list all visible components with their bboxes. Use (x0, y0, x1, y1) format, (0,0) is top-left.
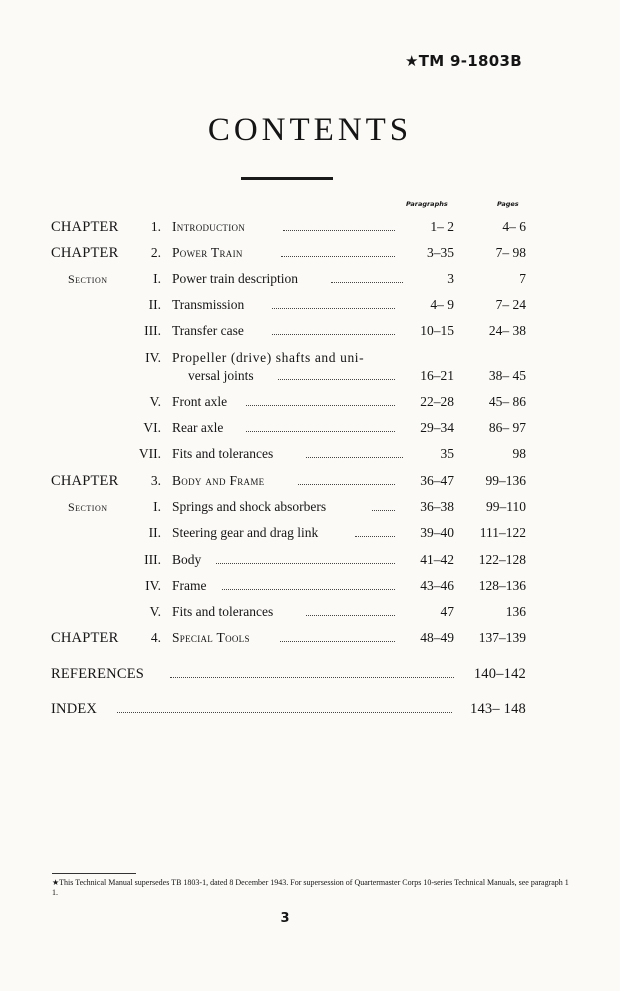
row-title: Rear axle (172, 420, 224, 435)
row-number: 4. (150, 630, 161, 645)
row-title: Power Train (172, 245, 243, 260)
page-number: 3 (280, 911, 290, 926)
row-paragraphs: 3–35 (427, 245, 454, 260)
row-title: Frame (172, 578, 207, 593)
row-number: III. (144, 552, 161, 567)
row-pages: 128–136 (478, 578, 526, 593)
row-pages: 45– 86 (488, 394, 526, 409)
dot-leader (246, 420, 395, 432)
row-pages: 7 (519, 271, 526, 286)
row-title: Steering gear and drag link (172, 525, 319, 540)
row-paragraphs: 36–47 (420, 473, 454, 488)
row-number: II. (148, 297, 161, 312)
dot-leader (278, 368, 395, 380)
row-number: II. (148, 525, 161, 540)
row-paragraphs: 47 (440, 604, 454, 619)
row-pages: 140–142 (473, 666, 526, 682)
row-pages: 38– 45 (488, 368, 526, 383)
row-pages: 24– 38 (488, 323, 526, 338)
row-pages: 7– 98 (495, 245, 526, 260)
row-title: Transfer case (172, 323, 244, 338)
row-prefix: Section (68, 272, 108, 286)
row-number: I. (153, 271, 161, 286)
title-rule (241, 177, 333, 180)
row-pages: 98 (512, 446, 526, 461)
row-pages: 143– 148 (470, 701, 526, 717)
pages-column-header: Pages (497, 200, 519, 208)
row-paragraphs: 36–38 (420, 499, 454, 514)
row-paragraphs: 43–46 (420, 578, 454, 593)
row-pages: 137–139 (478, 630, 526, 645)
footnote: ★This Technical Manual supersedes TB 1803-1, dated 8 December 1943. For supersession of Quartermaster Corps 10-series Technical Manuals, see paragraph 1 1. (52, 878, 569, 897)
row-paragraphs: 1– 2 (430, 219, 454, 234)
dot-leader (216, 552, 395, 564)
row-number: 3. (150, 473, 161, 488)
dot-leader (117, 701, 452, 713)
row-title: Springs and shock absorbers (172, 499, 327, 514)
footnote-rule (52, 873, 136, 874)
row-paragraphs: 16–21 (420, 368, 454, 383)
row-prefix: CHAPTER (51, 245, 119, 261)
dot-leader (170, 666, 454, 678)
dot-leader (372, 499, 395, 511)
dot-leader (246, 394, 395, 406)
row-number: 1. (150, 219, 161, 234)
row-title: Transmission (172, 297, 245, 312)
row-pages: 99–136 (485, 473, 526, 488)
row-number: IV. (145, 578, 161, 593)
row-pages: 111–122 (479, 525, 526, 540)
row-pages: 99–110 (486, 499, 526, 514)
dot-leader (272, 297, 395, 309)
dot-leader (272, 323, 395, 335)
row-number: III. (144, 323, 161, 338)
row-number: V. (149, 604, 161, 619)
row-number: VI. (143, 420, 161, 435)
row-paragraphs: 39–40 (420, 525, 454, 540)
dot-leader (222, 578, 395, 590)
dot-leader (298, 473, 395, 485)
paragraphs-column-header: Paragraphs (406, 200, 448, 208)
row-paragraphs: 10–15 (420, 323, 454, 338)
dot-leader (283, 219, 395, 231)
row-prefix: CHAPTER (51, 473, 119, 489)
row-number: 2. (150, 245, 161, 260)
row-number: I. (153, 499, 161, 514)
row-title: Front axle (172, 394, 228, 409)
row-title: Power train description (172, 271, 298, 286)
row-prefix: Section (68, 500, 108, 514)
dot-leader (331, 271, 403, 283)
dot-leader (306, 446, 403, 458)
row-title: Propeller (drive) shafts and uni- (172, 350, 365, 365)
row-paragraphs: 41–42 (420, 552, 454, 567)
dot-leader (306, 604, 395, 616)
row-paragraphs: 48–49 (420, 630, 454, 645)
row-title: Body and Frame (172, 473, 265, 488)
page-title: CONTENTS (207, 112, 413, 148)
row-paragraphs: 4– 9 (430, 297, 454, 312)
row-title: Fits and tolerances (172, 604, 274, 619)
row-pages: 122–128 (478, 552, 526, 567)
row-prefix: CHAPTER (51, 219, 119, 235)
row-prefix: CHAPTER (51, 630, 119, 646)
row-title: Body (172, 552, 202, 567)
tm-number: ★TM 9-1803B (405, 52, 522, 70)
row-number: VII. (138, 446, 161, 461)
row-number: IV. (145, 350, 161, 365)
row-number: V. (149, 394, 161, 409)
dot-leader (280, 630, 395, 642)
row-title-continued: versal joints (188, 368, 254, 383)
row-paragraphs: 3 (447, 271, 454, 286)
row-pages: 86– 97 (488, 420, 526, 435)
dot-leader (281, 245, 395, 257)
row-title: REFERENCES (51, 666, 145, 682)
row-title: INDEX (51, 701, 98, 717)
row-paragraphs: 22–28 (420, 394, 454, 409)
row-paragraphs: 29–34 (420, 420, 454, 435)
dot-leader (355, 525, 395, 537)
row-title: Special Tools (172, 630, 250, 645)
row-pages: 7– 24 (495, 297, 526, 312)
row-title: Introduction (172, 219, 246, 234)
row-pages: 136 (505, 604, 526, 619)
row-title: Fits and tolerances (172, 446, 274, 461)
row-paragraphs: 35 (440, 446, 454, 461)
row-pages: 4– 6 (502, 219, 526, 234)
